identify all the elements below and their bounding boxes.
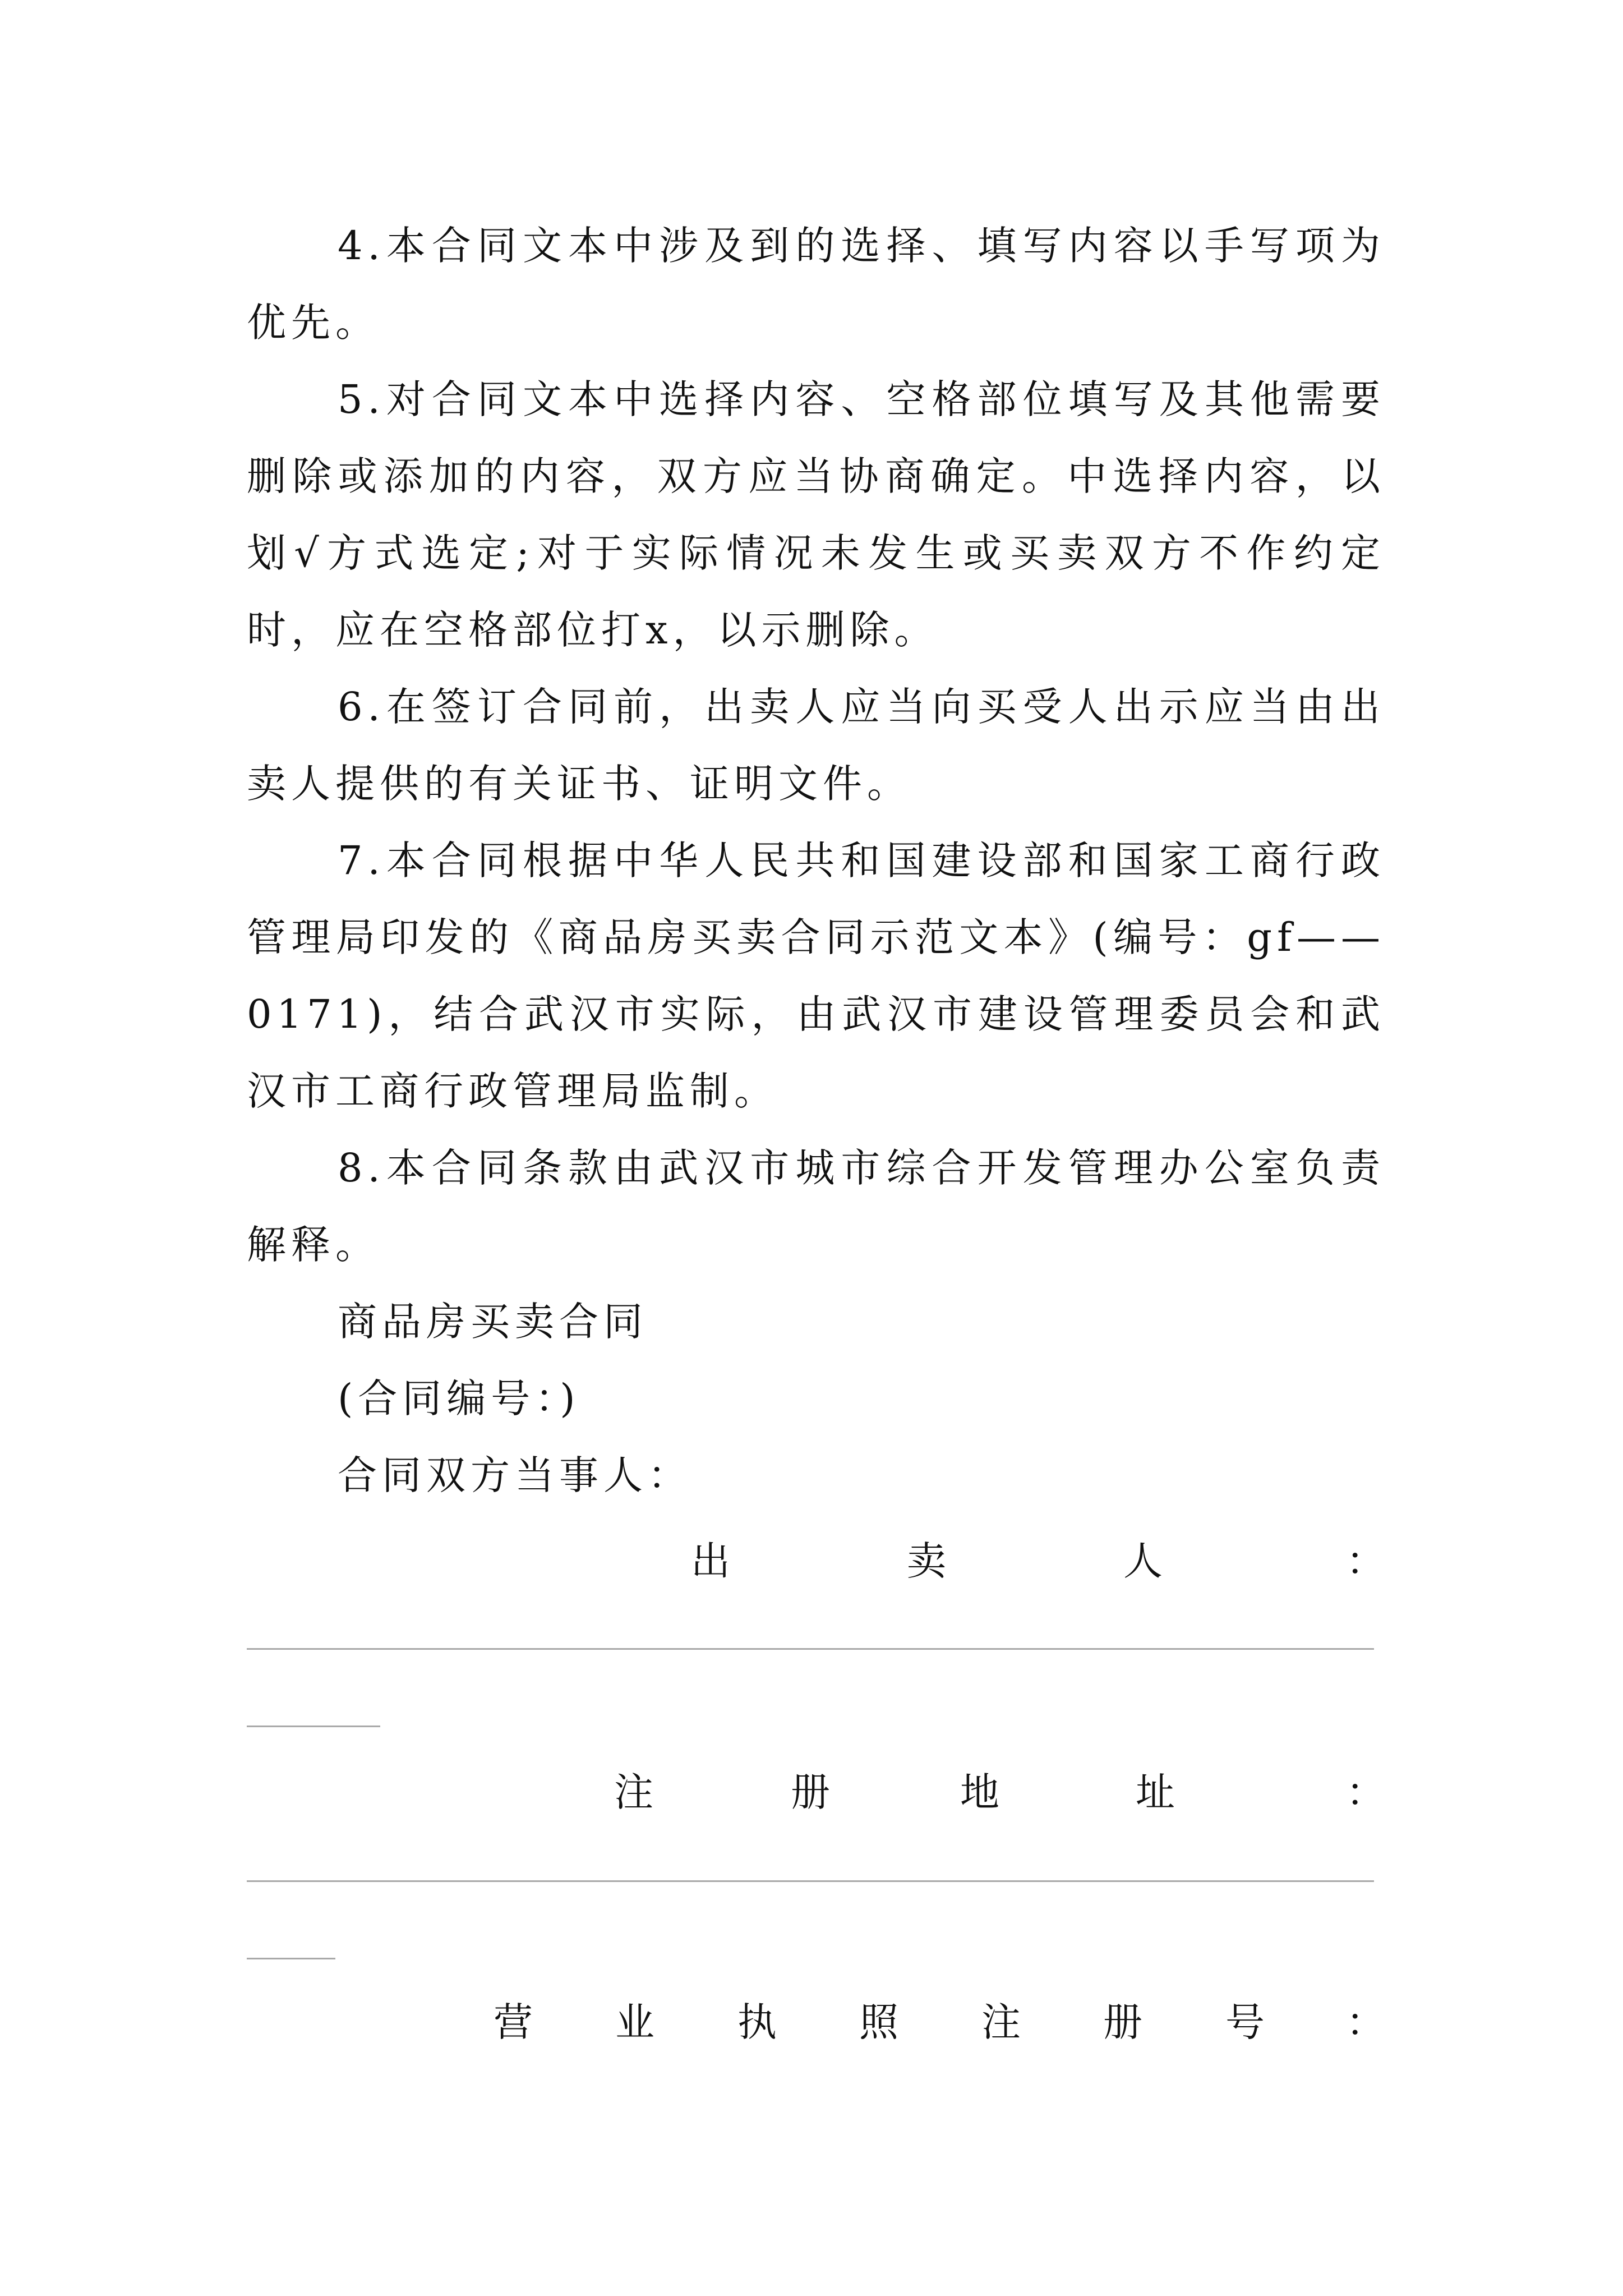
- seller-char-1: 出: [691, 1538, 730, 1584]
- address-char-4: 址: [1136, 1769, 1175, 1815]
- address-char-2: 册: [791, 1769, 830, 1815]
- registered-address-underline[interactable]: [247, 1880, 1374, 1882]
- registered-address-colon: ：: [1346, 1769, 1385, 1815]
- seller-char-3: 人: [1123, 1538, 1163, 1584]
- paragraph-8: 8.本合同条款由武汉市城市综合开发管理办公室负责解释。: [247, 1145, 1385, 1268]
- license-char-4: 照: [859, 1999, 898, 2045]
- seller-underline[interactable]: [247, 1648, 1374, 1650]
- address-char-3: 地: [960, 1769, 999, 1815]
- paragraph-5: 5.对合同文本中选择内容、空格部位填写及其他需要删除或添加的内容，双方应当协商确定。中选择内容，以划√方式选定;对于实际情况未发生或买卖双方不作约定时，应在空格部位打x，以示删除。: [247, 376, 1385, 653]
- license-char-7: 号: [1225, 1999, 1265, 2045]
- paragraph-6: 6.在签订合同前，出卖人应当向买受人出示应当由出卖人提供的有关证书、证明文件。: [247, 684, 1385, 807]
- license-char-3: 执: [737, 1999, 777, 2045]
- license-number-colon: ：: [1346, 1999, 1385, 2045]
- license-char-6: 册: [1103, 1999, 1142, 2045]
- license-char-5: 注: [981, 1999, 1021, 2045]
- license-char-1: 营: [494, 1999, 533, 2045]
- paragraph-4: 4.本合同文本中涉及到的选择、填写内容以手写项为优先。: [247, 223, 1385, 346]
- contract-title: 商品房买卖合同: [338, 1299, 648, 1345]
- registered-address-underline-continued[interactable]: [247, 1958, 335, 1959]
- seller-char-2: 卖: [907, 1538, 946, 1584]
- seller-underline-continued[interactable]: [247, 1726, 380, 1727]
- paragraph-7: 7.本合同根据中华人民共和国建设部和国家工商行政管理局印发的《商品房买卖合同示范文本》(编号：gf——0171)，结合武汉市实际，由武汉市建设管理委员会和武汉市工商行政管理局监制。: [247, 838, 1385, 1114]
- license-char-2: 业: [615, 1999, 654, 2045]
- seller-colon: ：: [1346, 1538, 1385, 1584]
- address-char-1: 注: [614, 1769, 653, 1815]
- contract-number-label: (合同编号：): [338, 1375, 580, 1421]
- contract-parties-label: 合同双方当事人：: [338, 1452, 692, 1498]
